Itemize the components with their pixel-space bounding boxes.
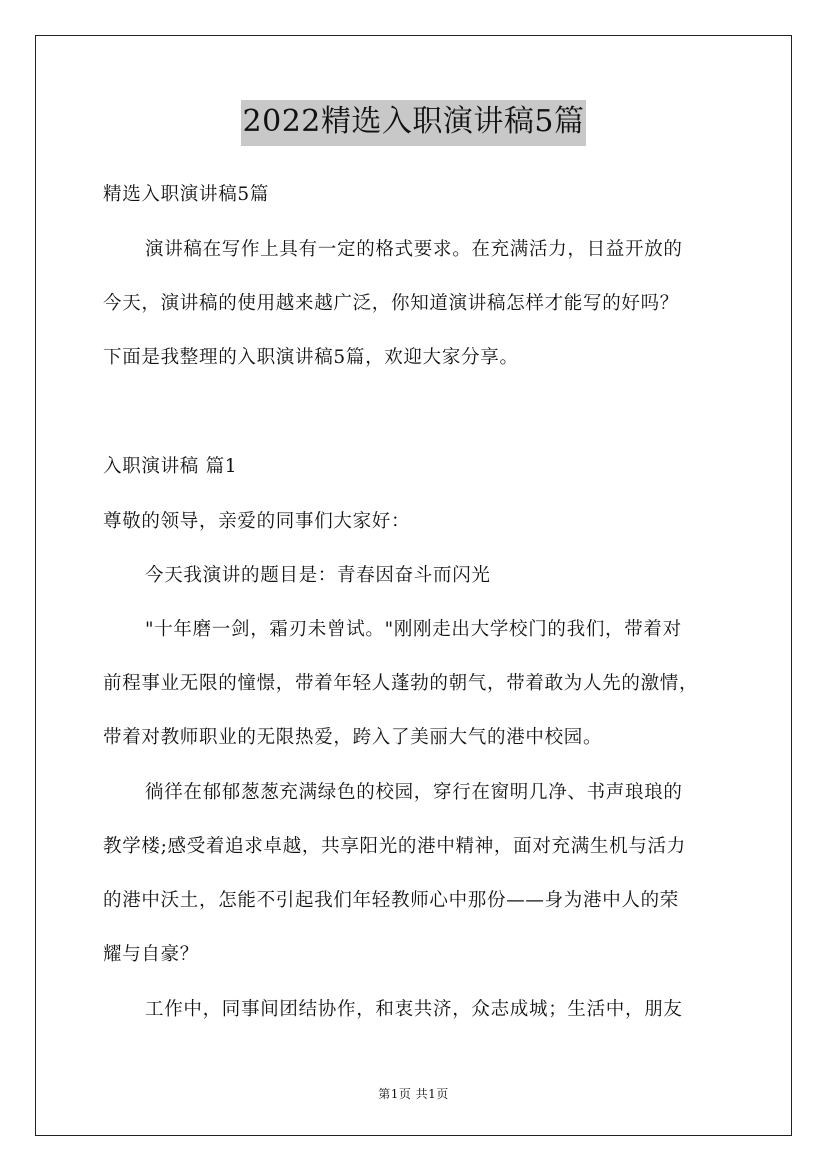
page-footer: 第1页 共1页: [378, 1087, 449, 1101]
document-title-wrap: [0, 100, 827, 146]
paragraph-line: 下面是我整理的入职演讲稿5篇，欢迎大家分享。: [103, 347, 519, 368]
salutation-line: 尊敬的领导，亲爱的同事们大家好：: [103, 511, 411, 532]
paragraph-line: 前程事业无限的憧憬，带着年轻人蓬勃的朝气，带着敢为人先的激情，: [103, 673, 699, 694]
paragraph-line: "十年磨一剑，霜刃未曾试。"刚刚走出大学校门的我们，带着对: [145, 619, 682, 640]
paragraph-line: 耀与自豪？: [103, 944, 200, 965]
paragraph-line: 带着对教师职业的无限热爱，跨入了美丽大气的港中校园。: [103, 727, 603, 748]
paragraph-line: 今天我演讲的题目是：青春因奋斗而闪光: [145, 565, 491, 586]
paragraph-line: 今天，演讲稿的使用越来越广泛，你知道演讲稿怎样才能写的好吗？: [103, 293, 680, 314]
paragraph-line: 教学楼;感受着追求卓越，共享阳光的港中精神，面对充满生机与活力: [103, 836, 686, 857]
paragraph-line: 演讲稿在写作上具有一定的格式要求。在充满活力，日益开放的: [145, 239, 683, 260]
document-title: 2022精选入职演讲稿5篇: [241, 100, 587, 146]
paragraph-line: 徜徉在郁郁葱葱充满绿色的校园，穿行在窗明几净、书声琅琅的: [145, 782, 683, 803]
subtitle-line: 精选入职演讲稿5篇: [103, 184, 270, 205]
section-heading: 入职演讲稿 篇1: [103, 456, 238, 477]
paragraph-line: 的港中沃土，怎能不引起我们年轻教师心中那份——身为港中人的荣: [103, 890, 680, 911]
paragraph-line: 工作中，同事间团结协作，和衷共济，众志成城；生活中，朋友: [145, 999, 683, 1020]
